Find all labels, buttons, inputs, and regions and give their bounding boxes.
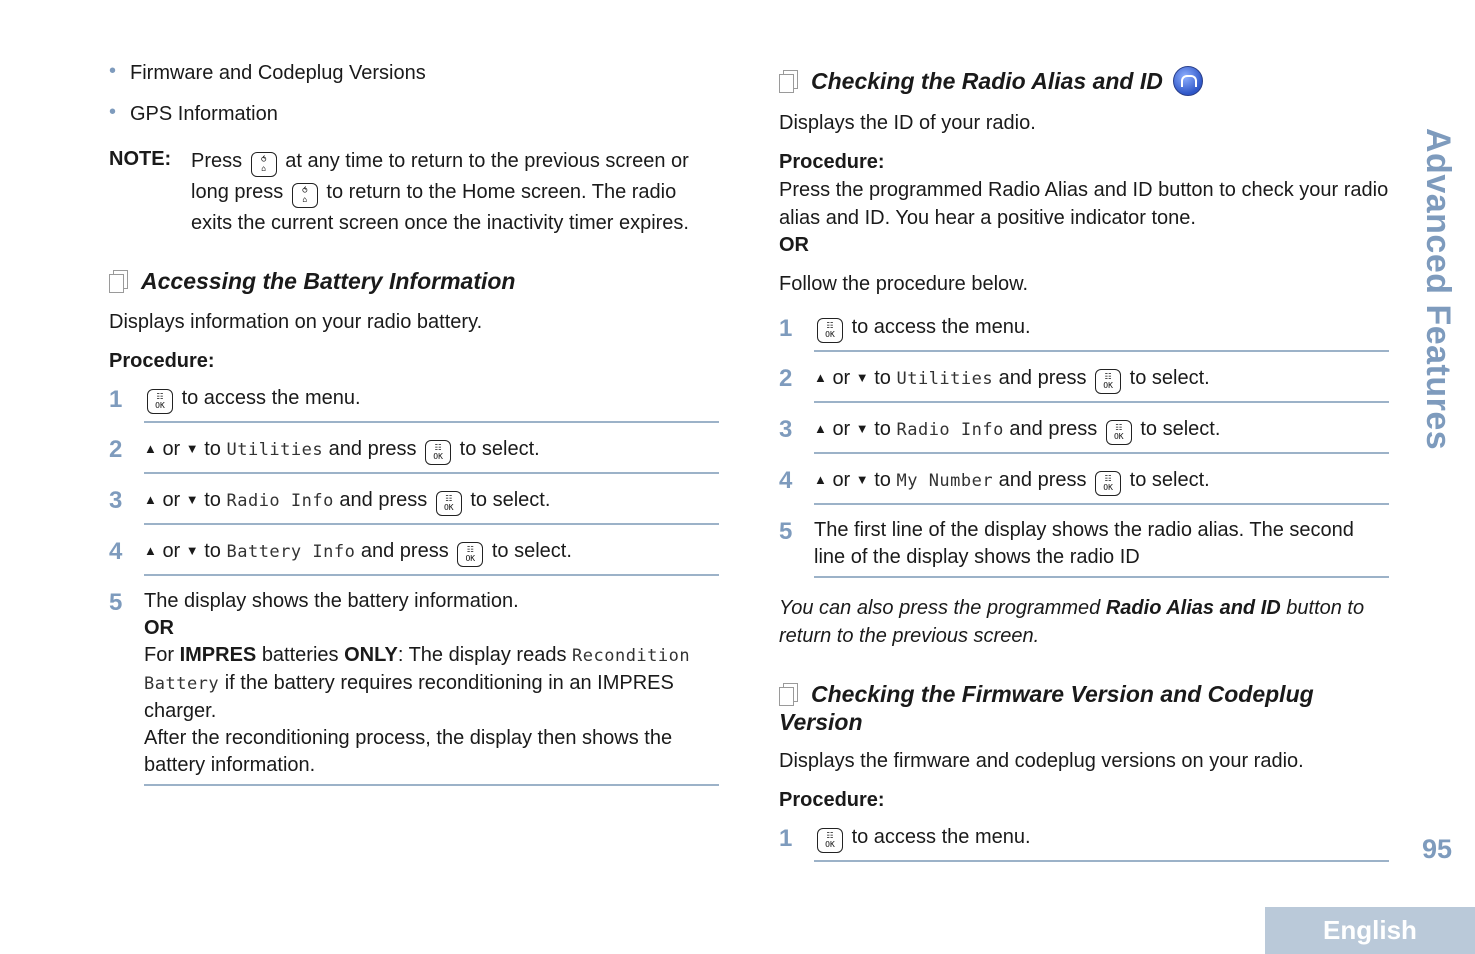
section-title: Checking the Radio Alias and ID bbox=[779, 66, 1389, 96]
language-tab: English bbox=[1265, 907, 1475, 954]
step-1: 1 ☷ OK to access the menu. bbox=[109, 385, 719, 435]
procedure-steps bbox=[109, 385, 719, 798]
procedure-steps bbox=[779, 314, 1389, 590]
menu-item-text: Utilities bbox=[896, 369, 994, 389]
step-1: 1 ☷ OK to access the menu. bbox=[779, 314, 1389, 364]
section-title: Accessing the Battery Information bbox=[109, 267, 719, 295]
menu-ok-key-icon: ☷ OK bbox=[1095, 369, 1121, 394]
section-title: Checking the Firmware Version and Codeplug Version bbox=[779, 681, 1314, 735]
chapter-side-title: Advanced Features bbox=[1419, 128, 1457, 451]
step-5: 5 The display shows the battery information. OR For IMPRES batteries ONLY: The display reads Recondition Battery if the battery requires reconditioning in an IMPRES charger. After the reconditioning process, the display then shows the battery information. bbox=[109, 588, 719, 798]
note-block bbox=[109, 146, 719, 238]
up-arrow-icon: ▲ bbox=[144, 543, 157, 558]
menu-item-text: Radio Info bbox=[226, 491, 334, 511]
right-column bbox=[779, 60, 1389, 874]
menu-item-text: Battery Info bbox=[226, 542, 356, 562]
or-label: OR bbox=[779, 234, 809, 256]
up-arrow-icon: ▲ bbox=[144, 492, 157, 507]
procedure-label: Procedure: bbox=[109, 350, 215, 372]
procedure-steps bbox=[779, 824, 1389, 874]
menu-ok-key-icon: ☷ OK bbox=[817, 318, 843, 343]
display-message-text: Recondition Battery bbox=[144, 646, 691, 694]
menu-item-text: My Number bbox=[896, 471, 994, 491]
up-arrow-icon: ▲ bbox=[814, 370, 827, 385]
menu-ok-key-icon: ☷ OK bbox=[147, 389, 173, 414]
up-arrow-icon: ▲ bbox=[144, 441, 157, 456]
step-2: 2 ▲ or ▼ to Utilities and press ☷ OK to select. bbox=[109, 435, 719, 486]
down-arrow-icon: ▼ bbox=[185, 441, 199, 456]
document-icon bbox=[109, 270, 127, 292]
down-arrow-icon: ▼ bbox=[855, 370, 869, 385]
menu-ok-key-icon: ☷ OK bbox=[817, 828, 843, 853]
note-text: Press ⥀ ⌂ at any time to return to the previous screen or long press ⥀ ⌂ to return to the Home screen. The radio exits the current screen once the inactivity timer expires. bbox=[191, 150, 689, 234]
procedure-label: Procedure: bbox=[779, 789, 885, 811]
back-home-key-icon: ⥀ ⌂ bbox=[251, 152, 277, 177]
document-icon bbox=[779, 683, 797, 705]
menu-ok-key-icon: ☷ OK bbox=[425, 440, 451, 465]
bullet-item: • Firmware and Codeplug Versions bbox=[109, 60, 719, 87]
step-5: 5 The first line of the display shows the radio alias. The second line of the display shows the radio ID bbox=[779, 517, 1389, 590]
note-label: NOTE: bbox=[109, 148, 172, 170]
down-arrow-icon: ▼ bbox=[855, 472, 869, 487]
down-arrow-icon: ▼ bbox=[185, 492, 199, 507]
page-number: 95 bbox=[1422, 834, 1453, 864]
step-1: 1 ☷ OK to access the menu. bbox=[779, 824, 1389, 874]
procedure-text: Press the programmed Radio Alias and ID button to check your radio alias and ID. You hear a positive indicator tone. bbox=[779, 179, 1389, 229]
section-description: Displays the firmware and codeplug versions on your radio. bbox=[779, 750, 1304, 772]
section-description: Displays the ID of your radio. bbox=[779, 112, 1036, 134]
step-3: 3 ▲ or ▼ to Radio Info and press ☷ OK to select. bbox=[109, 486, 719, 537]
left-column bbox=[109, 60, 719, 798]
menu-ok-key-icon: ☷ OK bbox=[436, 491, 462, 516]
menu-ok-key-icon: ☷ OK bbox=[457, 542, 483, 567]
document-icon bbox=[779, 70, 797, 92]
menu-item-text: Radio Info bbox=[896, 420, 1004, 440]
follow-text: Follow the procedure below. bbox=[779, 273, 1029, 295]
down-arrow-icon: ▼ bbox=[185, 543, 199, 558]
step-4: 4 ▲ or ▼ to My Number and press ☷ OK to select. bbox=[779, 466, 1389, 517]
channel-feature-icon bbox=[1173, 66, 1203, 96]
step-4: 4 ▲ or ▼ to Battery Info and press ☷ OK to select. bbox=[109, 537, 719, 588]
step-3: 3 ▲ or ▼ to Radio Info and press ☷ OK to select. bbox=[779, 415, 1389, 466]
procedure-label: Procedure: bbox=[779, 151, 885, 173]
up-arrow-icon: ▲ bbox=[814, 421, 827, 436]
bullet-item: • GPS Information bbox=[109, 101, 719, 128]
menu-ok-key-icon: ☷ OK bbox=[1106, 420, 1132, 445]
up-arrow-icon: ▲ bbox=[814, 472, 827, 487]
footnote-text: You can also press the programmed Radio Alias and ID button to return to the previous screen. bbox=[779, 597, 1365, 647]
section-description: Displays information on your radio battery. bbox=[109, 311, 483, 333]
down-arrow-icon: ▼ bbox=[855, 421, 869, 436]
back-home-key-icon: ⥀ ⌂ bbox=[292, 183, 318, 208]
step-2: 2 ▲ or ▼ to Utilities and press ☷ OK to select. bbox=[779, 364, 1389, 415]
menu-item-text: Utilities bbox=[226, 440, 324, 460]
menu-ok-key-icon: ☷ OK bbox=[1095, 471, 1121, 496]
